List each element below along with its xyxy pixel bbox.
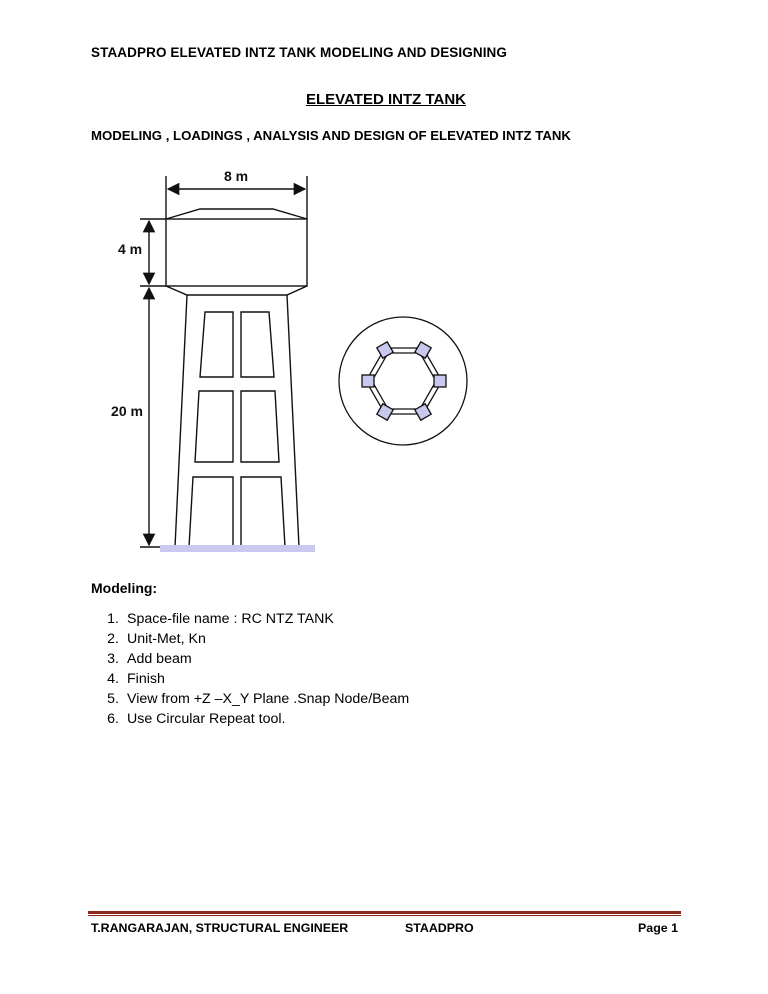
panel [241, 391, 279, 462]
step-text: Space-file name : RC NTZ TANK [127, 611, 334, 627]
running-header: STAADPRO ELEVATED INTZ TANK MODELING AND DESIGNING [91, 45, 507, 60]
footer-page-number: Page 1 [638, 921, 678, 935]
page-subtitle: MODELING , LOADINGS , ANALYSIS AND DESIGN OF ELEVATED INTZ TANK [91, 128, 571, 143]
step-number: 6. [107, 711, 119, 727]
step-number: 5. [107, 691, 119, 707]
step-number: 2. [107, 631, 119, 647]
step-text: Add beam [127, 651, 192, 667]
column-marker [415, 404, 431, 420]
column-marker [377, 404, 393, 420]
footer-software: STAADPRO [405, 921, 474, 935]
list-item [91, 629, 409, 649]
list-item [91, 649, 409, 669]
footer-divider-thin [88, 915, 681, 916]
plan-outer-ring [366, 348, 442, 414]
ground [160, 545, 315, 552]
footer-author: T.RANGARAJAN, STRUCTURAL ENGINEER [91, 921, 349, 935]
list-item [91, 689, 409, 709]
tank-roof [166, 209, 307, 219]
staging-left-edge [175, 295, 187, 547]
panel [241, 477, 285, 547]
tank-body [166, 219, 307, 286]
panel [241, 312, 274, 377]
plan-view [339, 317, 467, 445]
list-item [91, 669, 409, 689]
step-text: Use Circular Repeat tool. [127, 711, 286, 727]
plan-inner-ring [372, 353, 436, 409]
tank-height-label: 4 m [117, 241, 143, 257]
modeling-steps [91, 609, 409, 729]
column-marker [415, 342, 431, 358]
list-item [91, 609, 409, 629]
width-label: 8 m [223, 168, 249, 184]
elevation-view [140, 176, 315, 552]
panel [189, 477, 233, 547]
tank-bottom [166, 286, 307, 295]
staging-height-label: 20 m [111, 403, 143, 419]
panel [195, 391, 233, 462]
step-text: Finish [127, 671, 165, 687]
column-marker [362, 375, 374, 387]
page-title-text: ELEVATED INTZ TANK [306, 91, 466, 108]
step-text: View from +Z –X_Y Plane .Snap Node/Beam [127, 691, 410, 707]
step-text: Unit-Met, Kn [127, 631, 206, 647]
staging-right-edge [287, 295, 299, 547]
column-marker [377, 342, 393, 358]
panel [200, 312, 233, 377]
step-number: 3. [107, 651, 119, 667]
footer-divider [88, 911, 681, 914]
list-item [91, 709, 409, 729]
modeling-heading: Modeling: [91, 580, 158, 596]
plan-outer-circle [339, 317, 467, 445]
step-number: 4. [107, 671, 119, 687]
column-marker [434, 375, 446, 387]
step-number: 1. [107, 611, 119, 627]
